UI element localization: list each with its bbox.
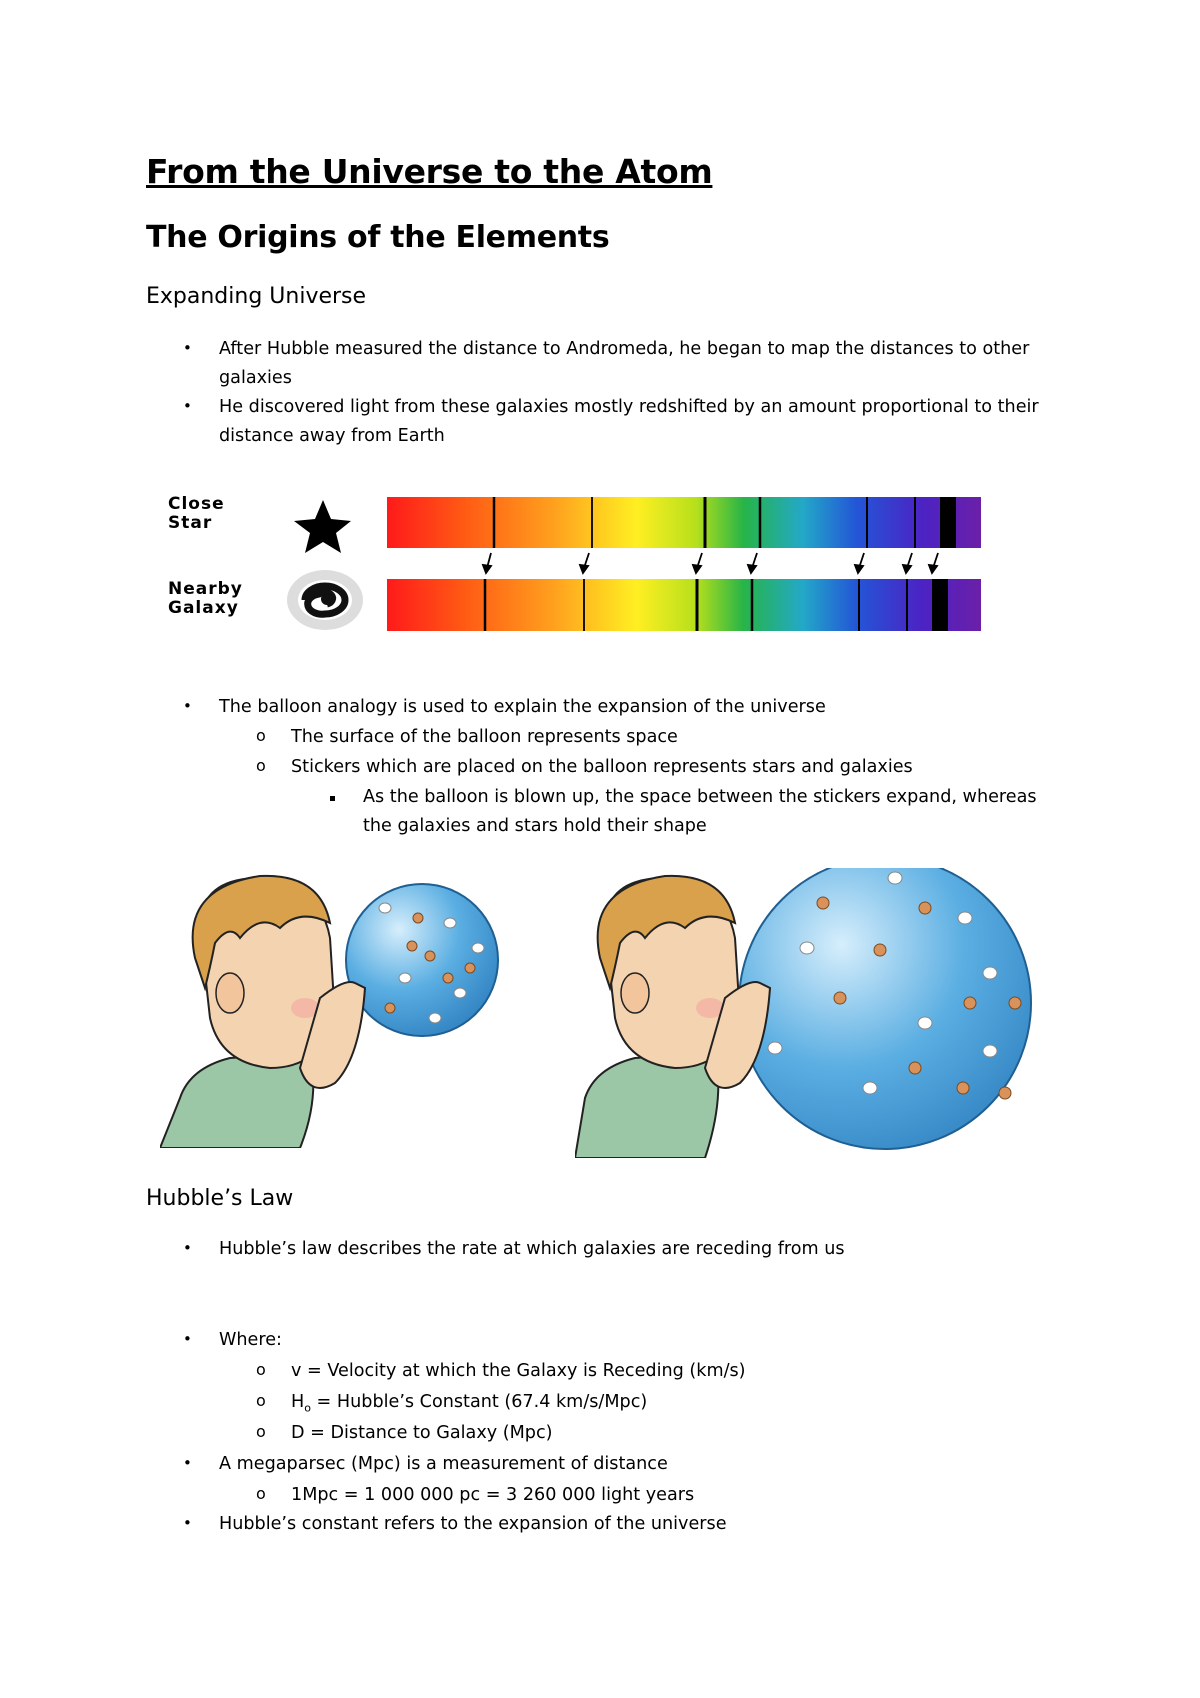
- redshift-arrows: [483, 553, 938, 573]
- bullet-text-continued: distance away from Earth: [219, 426, 445, 446]
- hubble-constant-definition: = Hubble’s Constant (67.4 km/s/Mpc): [310, 1392, 648, 1412]
- boy-blowing-large-balloon-illustration: [575, 868, 1045, 1158]
- definition-velocity: v = Velocity at which the Galaxy is Receding (km/s): [291, 1361, 746, 1381]
- hubble-constant-subscript: o: [304, 1401, 311, 1415]
- boy-blowing-small-balloon-illustration: [160, 868, 520, 1148]
- sub-bullet-marker: o: [256, 1360, 266, 1379]
- definition-hubble-constant: [291, 1388, 647, 1423]
- star-icon: [294, 500, 351, 553]
- nearby-galaxy-label: Nearby: [168, 579, 243, 599]
- close-star-spectrum: [387, 497, 981, 548]
- sub-bullet-marker: o: [256, 1422, 266, 1441]
- sub-sub-bullet-text-continued: the galaxies and stars hold their shape: [363, 816, 707, 836]
- bullet-marker: •: [183, 397, 192, 415]
- bullet-marker: •: [183, 697, 192, 715]
- nearby-galaxy-spectrum: [387, 579, 981, 631]
- sub-bullet-marker: o: [256, 726, 266, 745]
- section-heading-expanding-universe: Expanding Universe: [146, 284, 367, 309]
- document-subtitle: The Origins of the Elements: [146, 220, 610, 255]
- bullet-text: A megaparsec (Mpc) is a measurement of distance: [219, 1454, 668, 1474]
- sub-bullet-marker: o: [256, 1391, 266, 1410]
- bullet-text: After Hubble measured the distance to Andromeda, he began to map the distances to other: [219, 339, 1030, 359]
- bullet-text: He discovered light from these galaxies mostly redshifted by an amount proportional to their: [219, 397, 1039, 417]
- bullet-marker: •: [183, 1330, 192, 1348]
- sub-sub-bullet-marker: [330, 796, 335, 801]
- bullet-text: Hubble’s law describes the rate at which galaxies are receding from us: [219, 1239, 845, 1259]
- bullet-text-continued: galaxies: [219, 368, 292, 388]
- bullet-marker: •: [183, 339, 192, 357]
- bullet-marker: •: [183, 1454, 192, 1472]
- sub-bullet-text: 1Mpc = 1 000 000 pc = 3 260 000 light years: [291, 1485, 695, 1505]
- sub-bullet-marker: o: [256, 756, 266, 775]
- sub-bullet-text: Stickers which are placed on the balloon represents stars and galaxies: [291, 757, 913, 777]
- bullet-text: The balloon analogy is used to explain the expansion of the universe: [219, 697, 826, 717]
- sub-sub-bullet-text: As the balloon is blown up, the space between the stickers expand, whereas: [363, 787, 1037, 807]
- close-star-label: Close: [168, 494, 225, 514]
- sub-bullet-marker: o: [256, 1484, 266, 1503]
- document-title: From the Universe to the Atom: [146, 152, 713, 191]
- definition-distance: D = Distance to Galaxy (Mpc): [291, 1423, 553, 1443]
- close-star-label: Star: [168, 513, 213, 533]
- bullet-marker: •: [183, 1514, 192, 1532]
- nearby-galaxy-label: Galaxy: [168, 598, 239, 618]
- redshift-spectrum-figure: [160, 485, 990, 655]
- bullet-text: Where:: [219, 1330, 282, 1350]
- sub-bullet-text: The surface of the balloon represents space: [291, 727, 678, 747]
- hubble-constant-symbol: H: [291, 1392, 305, 1412]
- spiral-galaxy-icon: [287, 570, 363, 630]
- section-heading-hubbles-law: Hubble’s Law: [146, 1186, 294, 1211]
- bullet-text: Hubble’s constant refers to the expansion of the universe: [219, 1514, 727, 1534]
- bullet-marker: •: [183, 1239, 192, 1257]
